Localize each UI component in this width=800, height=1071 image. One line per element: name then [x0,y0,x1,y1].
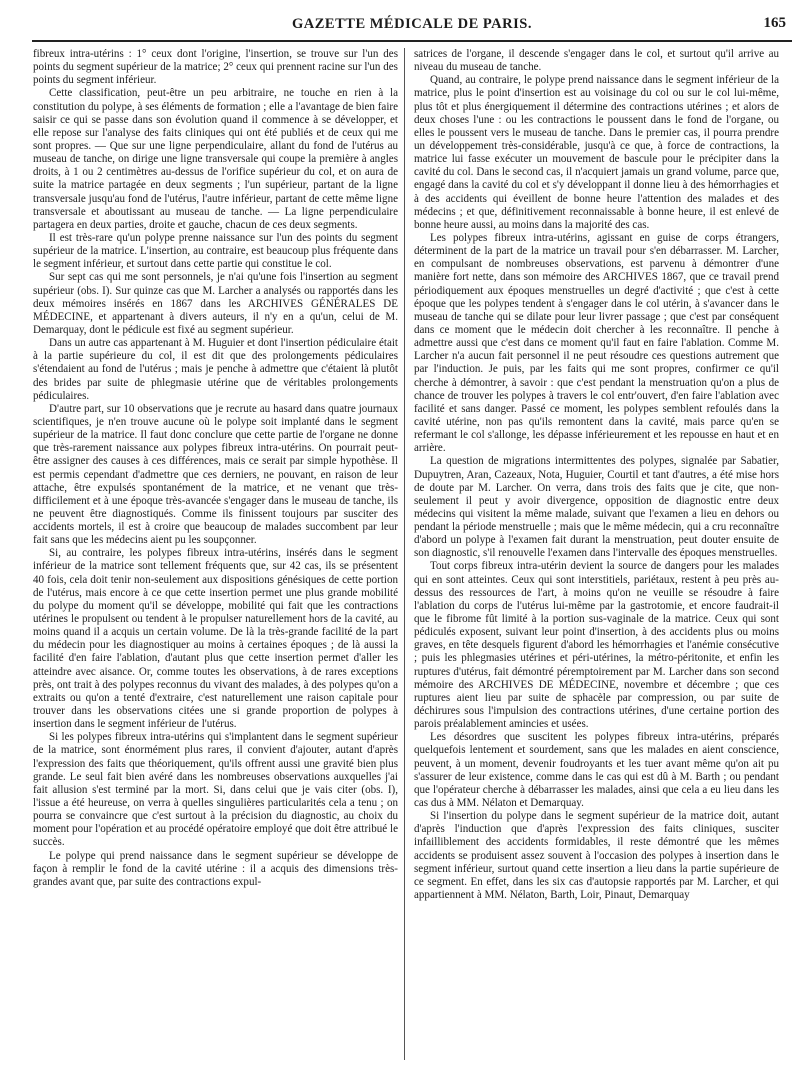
left-column [33,48,398,1060]
right-column [414,48,779,1060]
paragraph: Les désordres que suscitent les polypes fibreux intra-utérins, préparés quelquefois lentement et sourdement, sans que les malades en aient conscience, peuvent, à un moment, devenir foudroyants et les tuer avant même qu'on ait pu s'assurer de leur existence, comme dans le cas qui est dû à M. Barth ; ou pendant que l'opérateur cherche à débarrasser les malades, ainsi que cela a eu lieu dans les cas dus à MM. Nélaton et Demarquay. [414,731,779,810]
paragraph: fibreux intra-utérins : 1° ceux dont l'origine, l'insertion, se trouve sur l'un des points du segment supérieur de la matrice; 2° ceux qui prennent racine sur l'un des points du segment inférieur. [33,48,398,87]
paragraph: Si les polypes fibreux intra-utérins qui s'implantent dans le segment supérieur de la matrice, sont énormément plus rares, il convient d'ajouter, autant d'après l'expression des faits que théoriquement, qu'ils offrent aussi une gravité bien plus grande. Le seul fait bien avéré dans les nombreuses observations auxquelles j'ai fait allusion s'est terminé par la mort. Si, dans celui que je vais citer (obs. I), l'issue a été heureuse, on verra à quelles singulières particularités cela a tenu ; on pourra se convaincre que c'est surtout à la précision du diagnostic, au choix du moment pour l'opération et au procédé opératoire employé que doit être attribué le succès. [33,731,398,849]
paragraph: D'autre part, sur 10 observations que je recrute au hasard dans quatre journaux scientifiques, je n'en trouve aucune où le polype soit implanté dans le segment supérieur de la matrice. Il faut donc conclure que cette partie de l'organe ne donne que très-rarement naissance aux polypes fibreux intra-utérins. On pourrait peut-être assigner des causes à ces différences, mais ce serait par simple hypothèse. Il est permis cependant d'admettre que ces derniers, ne pouvant, en raison de leur attache, être expulsés spontanément de la matrice, et ne venant que très-difficilement et à une époque très-avancée s'engager dans le museau de tanche, ils ne peuvent être diagnostiqués. Comme ils finissent toujours par susciter des accidents mortels, il est à croire que beaucoup de malades succombent par leur fait sans que les médecins aient pu les soupçonner. [33,402,398,547]
paragraph: Si l'insertion du polype dans le segment supérieur de la matrice doit, autant d'après l'induction que d'après l'expression des faits cliniques, susciter infailliblement des accidents formidables, il reste démontré que les mêmes accidents se produisent assez souvent à l'occasion des polypes à insertion dans le segment inférieur, surtout quand cette insertion a lieu dans la partie supérieure de ce segment. En effet, dans les six cas d'autopsie rapportés par M. Larcher, et qui appartiennent à MM. Nélaton, Barth, Loir, Pinaut, Demarquay [414,810,779,901]
page-header [32,14,792,42]
paragraph: Le polype qui prend naissance dans le segment supérieur se développe de façon à remplir le fond de la cavité utérine : il a acquis des dimensions très-grandes avant que, par suite des contractions expul- [33,849,398,888]
paragraph: Cette classification, peut-être un peu arbitraire, ne touche en rien à la constitution du polype, à ses éléments de formation ; elle a l'avantage de bien faire saisir ce qui se passe dans son évolution quand il commence à se développer, et elle repose sur l'analyse des faits cliniques qui ont été publiés et de ceux qui me sont propres. — Que sur une ligne perpendiculaire, allant du fond de l'utérus au museau de tanche, on dirige une ligne transversale qui coupe la première à angles droits, à 1 ou 2 centimètres au-dessus de l'orifice supérieur du col, et on aura de suite la matrice partagée en deux segments ; l'un supérieur, partant de la ligne transversale jusqu'au fond de l'utérus, l'autre inférieur, partant de cette même ligne transversale et aboutissant au museau de tanche. — La ligne perpendiculaire partagera en deux parties, droite et gauche, chacun de ces deux segments. [33,87,398,231]
paragraph: Sur sept cas qui me sont personnels, je n'ai qu'une fois l'insertion au segment supérieur (obs. I). Sur quinze cas que M. Larcher a analysés ou rapportés dans les deux mémoires insérés en 1867 dans les ARCHIVES GÉNÉRALES DE MÉDECINE, et appartenant à divers auteurs, il n'y en a qu'un, celui de M. Demarquay, dont le pédicule est fixé au segment supérieur. [33,271,398,336]
page-number: 165 [763,15,786,31]
paragraph: Quand, au contraire, le polype prend naissance dans le segment inférieur de la matrice, plus le point d'insertion est au voisinage du col ou sur le col lui-même, plus tôt et plus énergiquement il détermine des contractions utérines ; et alors de deux choses l'une : ou les contractions le poussent dans le fond de l'organe, ou elles le poussent vers le museau de tanche. Dans le premier cas, il pourra prendre un développement très-considérable, jusqu'à ce que, à force de contractions, la matrice lui fasse exécuter un mouvement de bascule pour le précipiter dans la cavité du col. Dans le second cas, il n'acquiert jamais un grand volume, parce que, engagé dans la cavité du col et s'y développant il donne lieu à des hémorrhagies et à des accidents qui éveillent de bonne heure l'attention des malades et des médecins ; et que, définitivement reconnaissable à bonne heure, il est enlevé de bonne heure aussi, au moins dans la majorité des cas. [414,74,779,231]
column-divider [404,48,405,1060]
paragraph: La question de migrations intermittentes des polypes, signalée par Sabatier, Dupuytren, Aran, Cazeaux, Nota, Huguier, Courtil et tant d'autres, a été mise hors de doute par M. Larcher. On verra, dans trois des faits que je cite, que non-seulement il peut y avoir divergence, opposition de diagnostic entre deux médecins qui visitent la même malade, suivant que l'examen a lieu en dehors ou pendant la période menstruelle ; mais que le même médecin, qui a cru reconnaître d'abord un polype à l'examen fait durant la menstruation, peut douter ensuite de son diagnostic, s'il renouvelle l'examen dans l'intervalle des époques menstruelles. [414,455,779,560]
paragraph: Tout corps fibreux intra-utérin devient la source de dangers pour les malades qui en sont atteintes. Ceux qui sont interstitiels, pariétaux, restent à peu près au-dessus des ressources de l'art, à moins qu'on ne veuille se résoudre à faire l'ablation du corps de l'utérus lui-même par la gastrotomie, et encore faudrait-il que le fibrome fût limité à la portion sus-vaginale de la matrice. Ceux qui sont pédiculés exposent, suivant leur point d'insertion, à des accidents plus ou moins graves, en tête desquels figurent d'abord les hémorrhagies et l'anémie consécutive ; puis les phlegmasies utérines et péri-utérines, la métro-péritonite, et enfin les ruptures d'utérus, fait démontré péremptoirement par M. Larcher dans son second mémoire des ARCHIVES DE MÉDECINE, novembre et décembre ; que ces ruptures aient lieu par suite de sphacèle par compression, ou par suite de déchirures sous l'impulsion des contractions utérines, d'une certaine portion des parois préalablement amincies et usées. [414,560,779,731]
paragraph: Les polypes fibreux intra-utérins, agissant en guise de corps étrangers, déterminent de la part de la matrice un travail pour s'en débarrasser. M. Larcher, en compulsant de nombreuses observations, est parvenu à démontrer d'une manière fort nette, dans son mémoire des ARCHIVES 1867, que ce travail prend périodiquement aux époques menstruelles un degré d'activité ; que c'est à cette époque que les polypes tendent à s'engager dans le col utérin, à s'avancer dans le museau de tanche qui se dilate pour leur livrer passage ; que c'est par conséquent dans ce moment que le médecin doit chercher à les reconnaître. Il penche à admettre aussi que c'est dans ce moment qu'il faut en faire l'ablation. Comme M. Larcher n'a aucun fait personnel il ne peut résoudre ces questions autrement que par l'induction. Je puis, par les faits qui me sont propres, confirmer ce qu'il cherche à démontrer, à savoir : que c'est pendant la menstruation qu'on a plus de chance de trouver les polypes à travers le col entr'ouvert, d'en faire l'ablation avec facilité et sans danger. Passé ce moment, les polypes semblent refoulés dans la cavité utérine, non pas qu'ils remontent dans la cavité, mais parce qu'en se refermant le col s'allonge, les dépasse inférieurement et les repousse en haut et en arrière. [414,231,779,455]
paragraph: satrices de l'organe, il descende s'engager dans le col, et surtout qu'il arrive au niveau du museau de tanche. [414,48,779,74]
paragraph: Il est très-rare qu'un polype prenne naissance sur l'un des points du segment supérieur de la matrice. L'insertion, au contraire, est beaucoup plus fréquente dans le segment inférieur, et surtout dans cette partie qui constitue le col. [33,231,398,271]
paragraph: Dans un autre cas appartenant à M. Huguier et dont l'insertion pédiculaire était à la partie supérieure du col, il est dit que des prolongements pédiculaires s'étendaient au fond de l'utérus ; mais je penche à admettre que c'étaient là plutôt des brides par suite de phlegmasie utérine que de véritables prolongements pédiculaires. [33,337,398,402]
journal-title: GAZETTE MÉDICALE DE PARIS. [292,16,532,32]
paragraph: Si, au contraire, les polypes fibreux intra-utérins, insérés dans le segment inférieur de la matrice sont tellement fréquents que, sur 42 cas, ils se présentent 40 fois, cela doit tenir non-seulement aux dispositions génésiques de cette portion de l'utérus, mais encore à ce que cette insertion permet une plus grande mobilité du polype du moment qu'il se développe, mobilité qui fait que les contractions utérines le propulsent ou tendent à le propulser naturellement hors de la cavité, au moins quand il a acquis un certain volume. De là la très-grande facilité de la part du médecin pour les diagnostiquer au moins à certaines époques ; de là aussi la facilité d'en faire l'ablation, d'autant plus que cette insertion permet d'aller les atteindre avec aisance. Or, comme toutes les observations, à de rares exceptions près, ont trait à des polypes reconnus du vivant des malades, à des polypes qu'on a extraits ou qu'on a tenté d'extraire, c'est naturellement une raison capitale pour trouver dans les observations citées une si grande proportion de polypes à insertion dans le segment inférieur de l'utérus. [33,547,398,731]
